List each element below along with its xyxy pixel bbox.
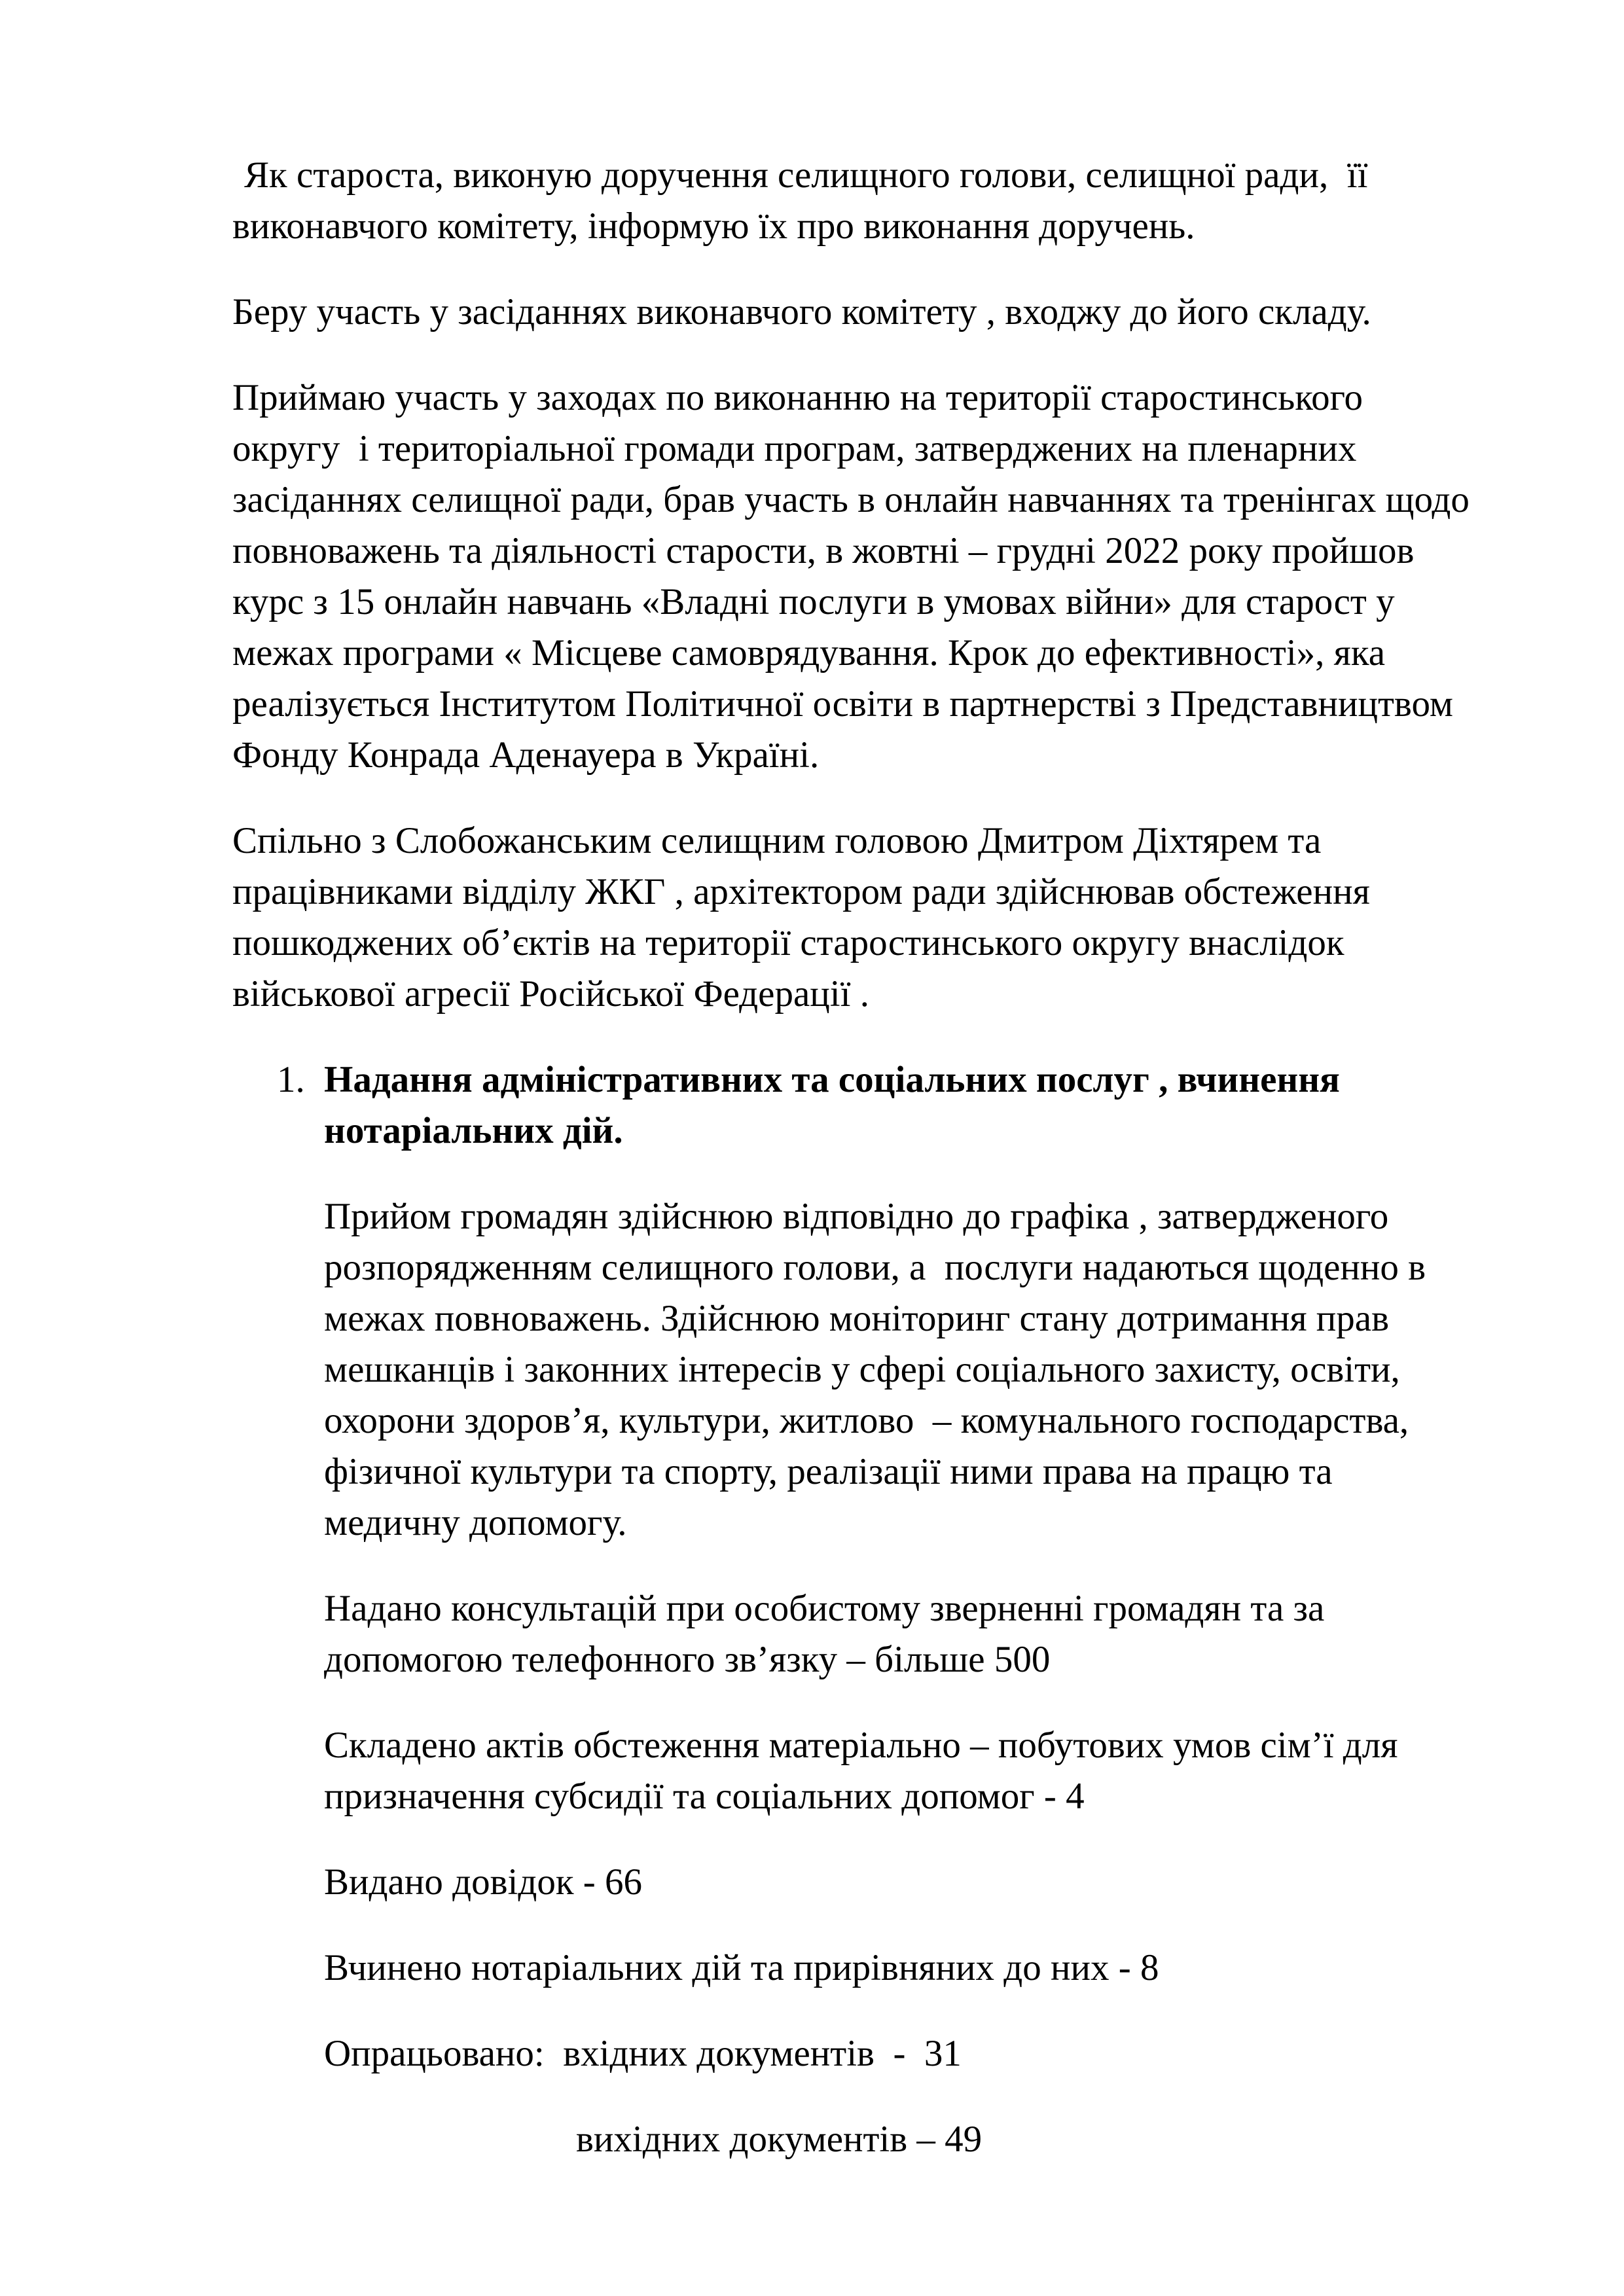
text-line: військової агресії Російської Федерації . <box>232 973 869 1014</box>
text-line: межах програми « Місцеве самоврядування. Крок до ефективності», яка <box>232 632 1386 673</box>
text-line: округу і територіальної громади програм, затверджених на пленарних <box>232 428 1357 469</box>
list-number: 1. <box>277 1059 305 1100</box>
text-line: Беру участь у засіданнях виконавчого комітету , входжу до його складу. <box>232 291 1371 332</box>
text-line: Спільно з Слобожанським селищним головою Дмитром Діхтярем та <box>232 820 1322 861</box>
section-title-line: нотаріальних дій. <box>324 1110 623 1151</box>
document-content <box>232 150 1538 2200</box>
text-line: Як староста, виконую доручення селищного голови, селищної ради, її <box>244 154 1368 196</box>
text-line: розпорядженням селищного голови, а послуги надаються щоденно в <box>324 1247 1426 1288</box>
text-line: виконавчого комітету, інформую їх про виконання доручень. <box>232 206 1195 247</box>
paragraph-processed-incoming <box>324 2028 1538 2079</box>
section-title-line: Надання адміністративних та соціальних послуг , вчинення <box>324 1059 1340 1100</box>
text-line: межах повноважень. Здійснюю моніторинг стану дотримання прав <box>324 1298 1390 1339</box>
paragraph-processed-outgoing <box>576 2114 1538 2165</box>
paragraph-intro-2 <box>232 287 1538 338</box>
text-line: Видано довідок - 66 <box>324 1861 643 1903</box>
paragraph-intro-3 <box>232 372 1538 781</box>
text-line: медичну допомогу. <box>324 1502 627 1543</box>
paragraph-reception <box>324 1191 1538 1549</box>
text-line: реалізується Інститутом Політичної освіти в партнерстві з Представництвом <box>232 683 1453 725</box>
text-line: вихідних документів – 49 <box>576 2119 983 2160</box>
paragraph-certificates <box>324 1857 1538 1908</box>
paragraph-inspection-acts <box>324 1720 1538 1822</box>
text-line: Вчинено нотаріальних дій та прирівняних до них - 8 <box>324 1947 1159 1988</box>
text-line: Приймаю участь у заходах по виконанню на території старостинського <box>232 377 1363 418</box>
text-line: Опрацьовано: вхідних документів - 31 <box>324 2033 962 2074</box>
text-line: охорони здоров’я, культури, житлово – комунального господарства, <box>324 1400 1409 1441</box>
text-line: засіданнях селищної ради, брав участь в онлайн навчаннях та тренінгах щодо <box>232 479 1470 520</box>
text-line: Складено актів обстеження матеріально – побутових умов сім’ї для <box>324 1725 1398 1766</box>
text-line: курс з 15 онлайн навчань «Владні послуги в умовах війни» для старост у <box>232 581 1395 622</box>
text-line: допомогою телефонного зв’язку – більше 500 <box>324 1639 1051 1680</box>
text-line: призначення субсидії та соціальних допомог - 4 <box>324 1776 1085 1817</box>
text-line: працівниками відділу ЖКГ , архітектором ради здійснював обстеження <box>232 871 1370 912</box>
text-line: Надано консультацій при особистому зверненні громадян та за <box>324 1588 1325 1629</box>
paragraph-intro-1 <box>232 150 1538 252</box>
paragraph-consultations <box>324 1583 1538 1685</box>
text-line: Фонду Конрада Аденауера в Україні. <box>232 734 820 776</box>
text-line: мешканців і законних інтересів у сфері соціального захисту, освіти, <box>324 1349 1400 1390</box>
text-line: фізичної культури та спорту, реалізації ними права на працю та <box>324 1451 1333 1492</box>
numbered-section-heading <box>232 1054 1538 1157</box>
paragraph-notarial-acts <box>324 1943 1538 1994</box>
text-line: пошкоджених об’єктів на території старостинського округу внаслідок <box>232 922 1344 963</box>
paragraph-intro-4 <box>232 816 1538 1020</box>
text-line: повноважень та діяльності старости, в жовтні – грудні 2022 року пройшов <box>232 530 1415 571</box>
text-line: Прийом громадян здійснюю відповідно до графіка , затвердженого <box>324 1196 1389 1237</box>
